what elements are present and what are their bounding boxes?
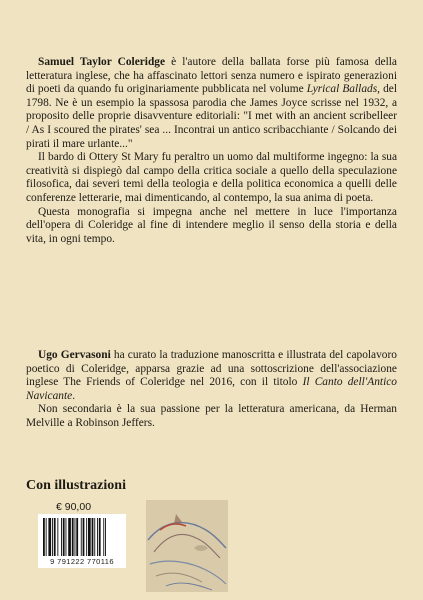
price-label: € 90,00 xyxy=(56,501,92,513)
coleridge-paragraph-1: Samuel Taylor Coleridge è l'autore della ballata forse più famosa della letteratura inglese, che ha affascinato lettori senza numero e ispirato generazioni di poeti da quando fu originariamente pubblicata nel volume Lyrical Ballads, del 1798. Ne è un esempio la spassosa parodia che James Joyce scrisse nel 1932, a proposito delle proprie disavventure editoriali: "I met with an ancient scribelleer / As I scoured the pirates' sea ... Incontrai un antico scribacchiante / Solcando dei pirati il mare urlante..." xyxy=(26,56,397,150)
coleridge-name: Samuel Taylor Coleridge xyxy=(38,56,166,68)
coleridge-description xyxy=(26,56,397,246)
sea-sketch-image xyxy=(146,500,228,592)
translator-description xyxy=(26,349,397,431)
cover-illustration xyxy=(146,500,228,592)
translator-paragraph-1: Ugo Gervasoni ha curato la traduzione manoscritta e illustrata del capolavoro poetico di Coleridge, apparsa grazie ad una sottoscrizione dell'associazione inglese The Friends of Coleridge nel 2016, con il titolo Il Canto dell'Antico Navicante. xyxy=(26,349,397,402)
translator-name: Ugo Gervasoni xyxy=(38,349,111,361)
barcode-bars xyxy=(43,518,121,556)
with-illustrations-label: Con illustrazioni xyxy=(26,478,126,493)
isbn-digits: 9 791222 770116 xyxy=(50,557,114,566)
coleridge-paragraph-3: Questa monografia si impegna anche nel mettere in luce l'importanza dell'opera di Coleridge al fine di intendere meglio il senso della storia e della vita, in ogni tempo. xyxy=(26,205,397,245)
coleridge-paragraph-2: Il bardo di Ottery St Mary fu peraltro un uomo dal multiforme ingegno: la sua creatività si dispiegò dal campo della critica sociale a quello della speculazione filosofica, dai severi temi della teologia e della politica economica a quelli delle conferenze letterarie, mai dimenticando, al contempo, la sua anima di poeta. xyxy=(26,151,397,204)
isbn-barcode xyxy=(38,514,126,568)
translator-paragraph-2: Non secondaria è la sua passione per la letteratura americana, da Herman Melville a Robinson Jeffers. xyxy=(26,403,397,429)
